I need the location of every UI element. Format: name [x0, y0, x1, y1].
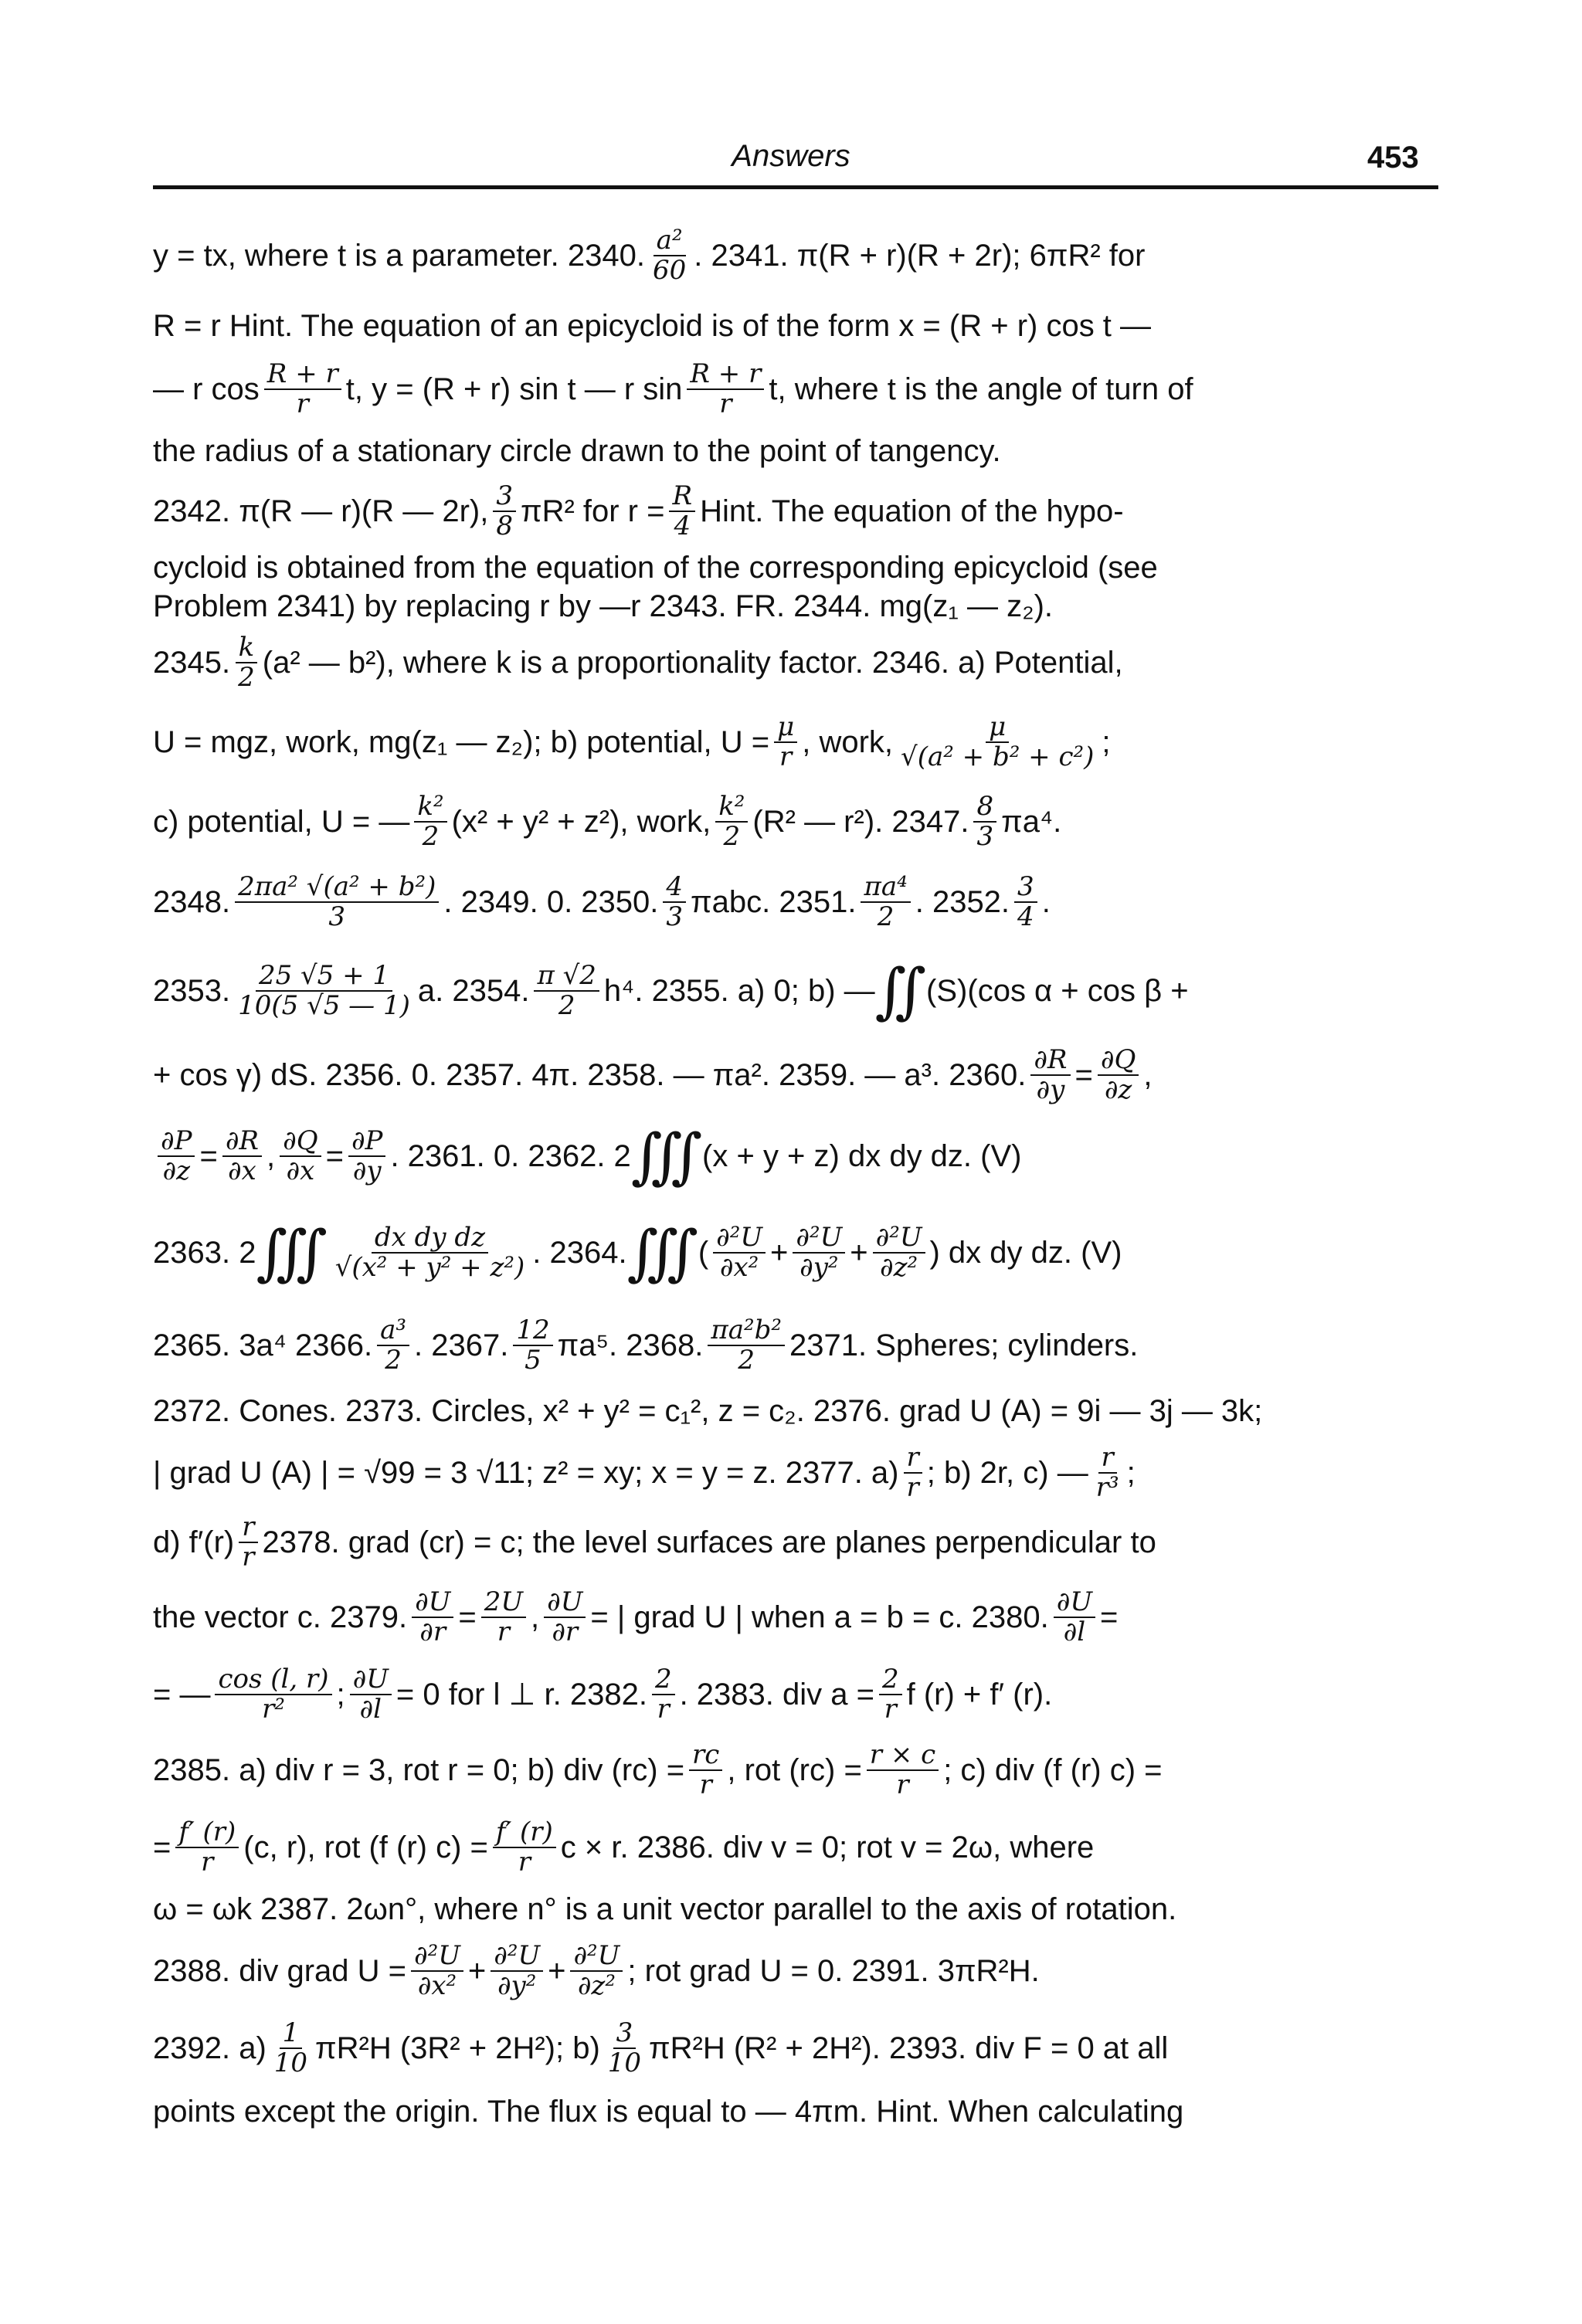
answer-text: 2371. Spheres; cylinders.	[789, 1328, 1139, 1363]
fraction	[879, 1665, 902, 1725]
fraction-numerator: k	[236, 633, 258, 663]
fraction-denominator: 2	[385, 1345, 402, 1376]
fraction-denominator: 8	[496, 511, 513, 542]
answer-line	[153, 585, 1438, 624]
answer-text: . 2352.	[915, 885, 1010, 920]
answer-text: , work,	[802, 725, 894, 760]
fraction-numerator: R	[669, 482, 695, 512]
fraction	[377, 1316, 409, 1376]
answer-text: 2348.	[153, 885, 231, 920]
fraction-denominator: ∂r	[419, 1617, 446, 1648]
fraction-denominator: 2	[738, 1345, 755, 1376]
fraction-denominator: ∂z	[1104, 1074, 1132, 1106]
fraction-numerator: 8	[973, 792, 996, 823]
fraction	[867, 1741, 939, 1800]
answer-line	[153, 698, 1438, 783]
fraction	[605, 2019, 644, 2078]
fraction-denominator: ∂l	[1063, 1617, 1086, 1648]
fraction-denominator: r	[657, 1694, 670, 1725]
fraction	[332, 1223, 528, 1283]
fraction-numerator: ∂²U	[713, 1223, 766, 1254]
fraction-denominator: 3	[328, 901, 346, 933]
answer-text: =	[325, 1139, 344, 1174]
answer-text: ) dx dy dz. (V)	[929, 1236, 1122, 1271]
fraction	[158, 1127, 195, 1186]
answer-text: 2388. div grad U =	[153, 1954, 406, 1989]
answer-text: =	[458, 1600, 477, 1635]
fraction-numerator: cos (l, r)	[215, 1665, 331, 1695]
answer-text: 2378. grad (cr) = c; the level surfaces are planes perpendicular to	[262, 1525, 1156, 1560]
fraction-denominator: √(x² + y² + z²)	[334, 1252, 525, 1284]
answer-text: = —	[153, 1678, 211, 1712]
answer-text: , rot (rc) =	[727, 1753, 862, 1788]
fraction-numerator: ∂²U	[793, 1223, 845, 1254]
fraction-denominator: 10	[607, 2047, 642, 2079]
fraction	[1093, 1444, 1122, 1503]
fraction	[513, 1316, 552, 1376]
answer-text: =	[1100, 1600, 1119, 1635]
answer-text: πa⁵. 2368.	[557, 1328, 704, 1363]
answer-text: .	[1041, 885, 1051, 920]
answer-line	[153, 1885, 1438, 1931]
fraction	[534, 962, 599, 1021]
fraction-numerator: 2πa² √(a² + b²)	[235, 873, 439, 903]
answer-text: =	[199, 1139, 218, 1174]
answer-line	[153, 944, 1438, 1035]
answer-line	[153, 547, 1438, 585]
answer-text: πR²H (R² + 2H²). 2393. div F = 0 at all	[649, 2031, 1169, 2066]
fraction-denominator: 2	[723, 821, 741, 853]
fraction-denominator: r	[719, 388, 732, 420]
answer-text: (S)	[926, 974, 968, 1009]
answer-line	[153, 1035, 1438, 1112]
answer-text: +	[467, 1954, 487, 1989]
answer-line	[153, 1305, 1438, 1383]
fraction-numerator: R + r	[264, 360, 341, 390]
fraction-denominator: r	[296, 388, 309, 420]
answer-text: (	[698, 1236, 709, 1271]
fraction-denominator: r	[201, 1847, 214, 1878]
fraction-denominator: 3	[666, 901, 684, 933]
answer-text: . 2361. 0. 2362. 2	[390, 1139, 631, 1174]
answer-text: . 2364.	[532, 1236, 627, 1271]
fraction-numerator: ∂²U	[570, 1942, 623, 1972]
answer-text: ,	[266, 1139, 276, 1174]
answer-text: ω = ωk 2387. 2ωn°, where n° is a unit vector parallel to the axis of rotation.	[153, 1892, 1177, 1927]
answer-text: 2372. Cones. 2373. Circles, x² + y² = c₁², z = c₂. 2376. grad U (A) = 9i — 3j — 3k;	[153, 1394, 1263, 1429]
answer-text: ;	[1102, 725, 1111, 760]
answer-text: 2363. 2	[153, 1236, 256, 1271]
fraction	[774, 713, 797, 772]
fraction-numerator: ∂U	[1054, 1588, 1095, 1618]
answer-text: +	[770, 1236, 789, 1271]
answer-text: ;	[1126, 1456, 1136, 1491]
fraction	[235, 962, 413, 1021]
answer-text: points except the origin. The flux is equal to — 4πm. Hint. When calculating	[153, 2095, 1184, 2129]
fraction	[175, 1818, 239, 1878]
fraction-numerator: ∂U	[350, 1665, 392, 1695]
answer-text: . 2341. π(R + r)(R + 2r); 6πR² for	[694, 239, 1146, 273]
fraction	[687, 360, 764, 419]
fraction-numerator: μ	[774, 713, 797, 743]
fraction-numerator: k²	[414, 792, 446, 823]
fraction	[1098, 1046, 1139, 1105]
answer-text: 2345.	[153, 646, 231, 680]
answer-line	[153, 209, 1438, 300]
fraction-numerator: π √2	[534, 962, 599, 992]
answer-text: πR²H (3R² + 2H²); b)	[315, 2031, 600, 2066]
answer-text: Hint. The equation of the hypo-	[700, 494, 1124, 529]
fraction	[713, 1223, 766, 1283]
fraction-denominator: ∂z²	[577, 1970, 616, 2002]
fraction-denominator: ∂x	[286, 1155, 315, 1187]
fraction-denominator: r	[699, 1769, 712, 1801]
fraction-denominator: r²	[262, 1694, 285, 1725]
fraction-denominator: r	[518, 1847, 531, 1878]
answer-line	[153, 473, 1438, 547]
fraction	[411, 1942, 463, 2001]
answer-line	[153, 2008, 1438, 2085]
answer-line	[153, 1197, 1438, 1305]
answer-line	[153, 1437, 1438, 1506]
fraction-denominator: r	[906, 1472, 919, 1504]
fraction-numerator: ∂P	[158, 1127, 195, 1157]
fraction-denominator: r³	[1095, 1472, 1119, 1504]
fraction	[715, 792, 748, 852]
fraction	[348, 1127, 385, 1186]
fraction-denominator: r	[884, 1694, 897, 1725]
fraction	[904, 1444, 922, 1503]
fraction-denominator: r	[497, 1617, 510, 1648]
fraction-numerator: r	[904, 1444, 922, 1474]
fraction-numerator: 12	[513, 1316, 552, 1346]
fraction	[239, 1513, 257, 1573]
fraction-denominator: √(a² + b² + c²)	[901, 741, 1095, 773]
fraction-denominator: ∂l	[359, 1694, 382, 1725]
fraction-numerator: ∂R	[222, 1127, 262, 1157]
fraction-denominator: ∂r	[552, 1617, 579, 1648]
integral-sign: ∭	[630, 1121, 703, 1192]
answer-text: ;	[336, 1678, 345, 1712]
fraction-numerator: ∂²U	[491, 1942, 543, 1972]
answer-line	[153, 1931, 1438, 2008]
answer-text: ,	[1143, 1058, 1153, 1093]
answer-text: (a² — b²), where k is a proportionality factor. 2346. a) Potential,	[262, 646, 1123, 680]
answer-text: t, y = (R + r) sin t — r sin	[345, 372, 683, 407]
answer-text: c) potential, U = —	[153, 805, 410, 840]
fraction	[650, 226, 689, 286]
fraction	[235, 633, 258, 693]
fraction-denominator: r	[896, 1769, 909, 1801]
fraction-denominator: ∂x	[228, 1155, 256, 1187]
answer-text: =	[1074, 1058, 1093, 1093]
answer-text: . 2383. div a =	[679, 1678, 874, 1712]
fraction	[493, 1818, 556, 1878]
answer-text: a. 2354.	[417, 974, 530, 1009]
fraction-numerator: f′ (r)	[493, 1818, 556, 1848]
fraction-numerator: πa²b²	[708, 1316, 785, 1346]
fraction	[1054, 1588, 1095, 1647]
fraction-numerator: 2	[652, 1665, 675, 1695]
fraction-numerator: r	[239, 1513, 257, 1543]
answer-text: c × r. 2386. div v = 0; rot v = 2ω, where	[560, 1830, 1095, 1865]
answer-text: U = mgz, work, mg(z₁ — z₂); b) potential, U =	[153, 725, 770, 760]
answer-text: 2353.	[153, 974, 231, 1009]
fraction	[414, 792, 446, 852]
answer-text: the radius of a stationary circle drawn to the point of tangency.	[153, 434, 1001, 469]
answer-line	[153, 1112, 1438, 1197]
fraction-numerator: 2U	[481, 1588, 526, 1618]
fraction	[669, 482, 695, 541]
fraction-denominator: ∂y²	[799, 1252, 839, 1284]
fraction	[271, 2019, 311, 2078]
fraction-numerator: 3	[613, 2019, 637, 2049]
fraction	[570, 1942, 623, 2001]
answer-text: = 0 for l ⊥ r. 2382.	[396, 1678, 647, 1712]
fraction-denominator: ∂x²	[417, 1970, 457, 2002]
fraction-numerator: ∂U	[544, 1588, 586, 1618]
fraction-denominator: ∂x²	[719, 1252, 759, 1284]
fraction-denominator: r	[242, 1542, 255, 1573]
answer-text: ,	[531, 1600, 540, 1635]
answer-text: h⁴. 2355. a) 0; b) —	[603, 974, 875, 1009]
fraction-numerator: 2	[879, 1665, 902, 1695]
fraction-denominator: ∂y²	[497, 1970, 537, 2002]
fraction	[708, 1316, 785, 1376]
answer-text: | grad U (A) | = √99 = 3 √11; z² = xy; x = y = z. 2377. a)	[153, 1456, 899, 1491]
fraction-numerator: a²	[654, 226, 686, 256]
fraction-denominator: 4	[1017, 901, 1034, 933]
fraction-numerator: R + r	[687, 360, 764, 390]
fraction-numerator: ∂P	[348, 1127, 385, 1157]
fraction-numerator: 25 √5 + 1	[256, 962, 392, 992]
fraction-denominator: ∂y	[352, 1155, 382, 1187]
integral-sign: ∬	[874, 956, 927, 1026]
integral-sign: ∭	[256, 1218, 328, 1288]
answer-text: 2392. a)	[153, 2031, 266, 2066]
answer-text: (c, r), rot (f (r) c) =	[243, 1830, 488, 1865]
fraction-denominator: 3	[976, 821, 994, 853]
fraction-numerator: f′ (r)	[175, 1818, 239, 1848]
fraction-numerator: k²	[715, 792, 748, 823]
answer-text: (x² + y² + z²), work,	[451, 805, 711, 840]
answer-text: πa⁴.	[1001, 805, 1062, 840]
fraction-numerator: 3	[1014, 873, 1037, 903]
answer-line	[153, 783, 1438, 857]
fraction	[1030, 1046, 1070, 1105]
fraction-numerator: ∂R	[1030, 1046, 1070, 1076]
fraction-denominator: 60	[653, 255, 687, 287]
fraction-numerator: ∂U	[412, 1588, 453, 1618]
fraction	[652, 1665, 675, 1725]
fraction-numerator: ∂Q	[280, 1127, 321, 1157]
fraction	[350, 1665, 392, 1725]
fraction-denominator: ∂z	[162, 1155, 190, 1187]
fraction	[235, 873, 439, 932]
answer-text: 2365. 3a⁴ 2366.	[153, 1328, 373, 1363]
fraction	[493, 482, 516, 541]
answer-line	[153, 2085, 1438, 2135]
answer-text: t, where t is the angle of turn of	[769, 372, 1193, 407]
fraction-denominator: 4	[674, 511, 691, 542]
answer-text: + cos γ) dS. 2356. 0. 2357. 4π. 2358. — πa². 2359. — a³. 2360.	[153, 1058, 1027, 1093]
answer-text: +	[850, 1236, 868, 1271]
fraction-numerator: rc	[689, 1741, 722, 1771]
answers-body	[153, 209, 1438, 2135]
fraction	[663, 873, 686, 932]
fraction-denominator: 2	[238, 662, 255, 694]
fraction-numerator: 3	[493, 482, 516, 512]
fraction-numerator: ∂Q	[1098, 1046, 1139, 1076]
answer-text: πabc. 2351.	[691, 885, 857, 920]
answer-line	[153, 1730, 1438, 1807]
fraction-denominator: ∂z²	[880, 1252, 918, 1284]
answer-line	[153, 349, 1438, 426]
answer-text: 2385. a) div r = 3, rot r = 0; b) div (rc) =	[153, 1753, 685, 1788]
answer-text: ; rot grad U = 0. 2391. 3πR²H.	[627, 1954, 1040, 1989]
fraction-denominator: 2	[422, 821, 440, 853]
answer-text: +	[548, 1954, 566, 1989]
fraction	[280, 1127, 321, 1186]
answer-text: Problem 2341) by replacing r by —r 2343. FR. 2344. mg(z₁ — z₂).	[153, 589, 1054, 624]
answer-line	[153, 300, 1438, 349]
fraction	[973, 792, 996, 852]
fraction-denominator: 2	[877, 901, 895, 933]
fraction	[861, 873, 910, 932]
answer-text: cycloid is obtained from the equation of the corresponding epicycloid (see	[153, 551, 1158, 585]
answer-text: 2342. π(R — r)(R — 2r),	[153, 494, 489, 529]
fraction	[481, 1588, 526, 1647]
answer-text: f (r) + f′ (r).	[906, 1678, 1053, 1712]
answer-line	[153, 1383, 1438, 1437]
answer-text: (cos α + cos β +	[967, 974, 1189, 1009]
answer-text: the vector c. 2379.	[153, 1600, 408, 1635]
page-number: 453	[1367, 141, 1419, 175]
fraction	[544, 1588, 586, 1647]
answer-line	[153, 1506, 1438, 1576]
running-header-title: Answers	[732, 139, 850, 173]
fraction-denominator: 10(5 √5 — 1)	[238, 990, 410, 1022]
fraction	[1014, 873, 1037, 932]
fraction	[264, 360, 341, 419]
answer-line	[153, 426, 1438, 473]
fraction	[873, 1223, 925, 1283]
fraction	[215, 1665, 331, 1725]
fraction-denominator: r	[779, 741, 793, 773]
fraction-numerator: dx dy dz	[372, 1223, 488, 1254]
fraction-denominator: 5	[525, 1345, 541, 1376]
fraction-denominator: 10	[273, 2047, 308, 2079]
answer-text: =	[153, 1830, 171, 1865]
answer-text: (x + y + z) dx dy dz. (V)	[702, 1139, 1022, 1174]
answer-text: . 2349. 0. 2350.	[443, 885, 659, 920]
answer-text: ; c) div (f (r) c) =	[943, 1753, 1163, 1788]
fraction	[793, 1223, 845, 1283]
fraction	[412, 1588, 453, 1647]
integral-sign: ∭	[626, 1218, 698, 1288]
answer-text: R = r Hint. The equation of an epicycloid is of the form x = (R + r) cos t —	[153, 309, 1152, 344]
fraction-denominator: 2	[558, 990, 575, 1022]
answer-text: — r cos	[153, 372, 260, 407]
answer-line	[153, 1656, 1438, 1730]
fraction-numerator: ∂²U	[873, 1223, 925, 1254]
answer-text: y = tx, where t is a parameter. 2340.	[153, 239, 645, 273]
answer-text: πR² for r =	[520, 494, 665, 529]
fraction-denominator: ∂y	[1036, 1074, 1065, 1106]
fraction-numerator: πa⁴	[861, 873, 910, 903]
answer-line	[153, 624, 1438, 698]
answer-text: = | grad U | when a = b = c. 2380.	[590, 1600, 1049, 1635]
fraction-numerator: r × c	[867, 1741, 939, 1771]
answer-line	[153, 1807, 1438, 1885]
answer-line	[153, 857, 1438, 944]
fraction	[222, 1127, 262, 1186]
fraction	[689, 1741, 722, 1800]
fraction-numerator: r	[1098, 1444, 1117, 1474]
fraction-numerator: ∂²U	[411, 1942, 463, 1972]
answer-text: . 2367.	[414, 1328, 509, 1363]
answer-text: ; b) 2r, c) —	[926, 1456, 1088, 1491]
answer-line	[153, 1576, 1438, 1656]
fraction	[491, 1942, 543, 2001]
answer-text: d) f′(r)	[153, 1525, 235, 1560]
fraction	[898, 713, 1097, 772]
fraction-numerator: a³	[377, 1316, 409, 1346]
header-rule	[153, 185, 1438, 189]
answer-text: (R² — r²). 2347.	[752, 805, 969, 840]
fraction-numerator: 1	[280, 2019, 303, 2049]
fraction-numerator: 4	[663, 873, 686, 903]
fraction-numerator: μ	[986, 713, 1009, 743]
